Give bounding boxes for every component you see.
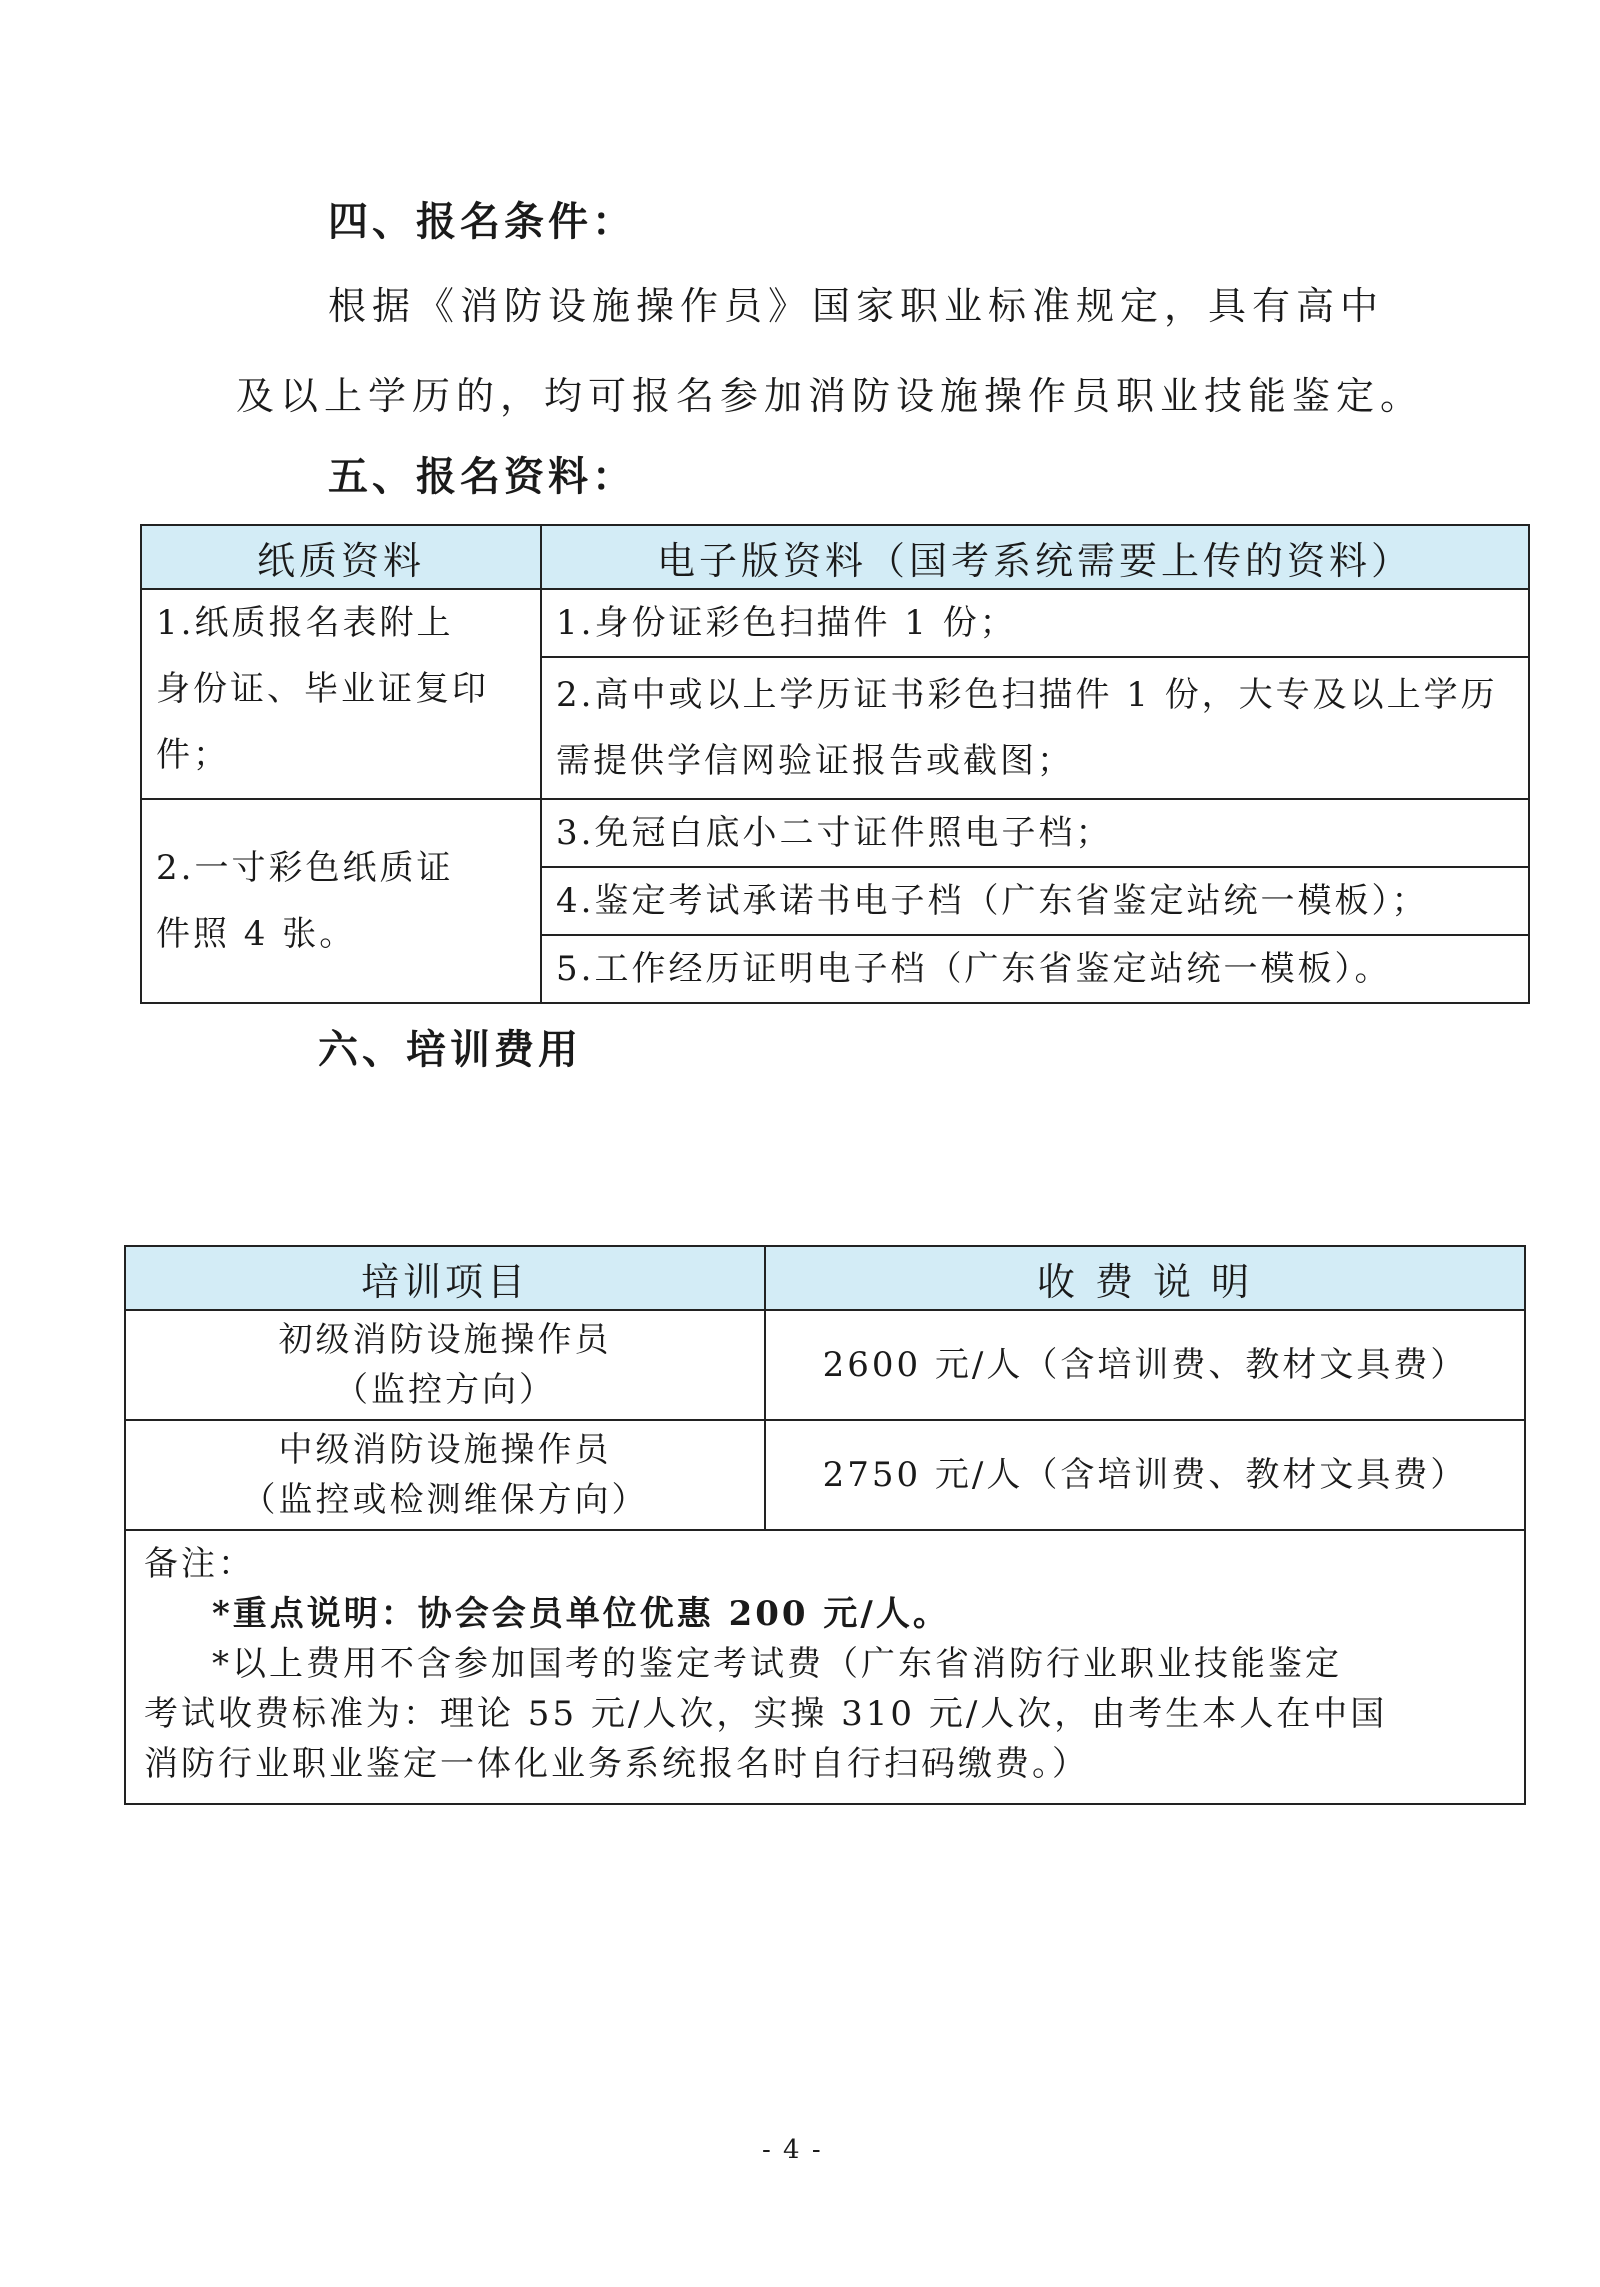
paper-item-1: 1.纸质报名表附上 身份证、毕业证复印 件；: [141, 589, 541, 799]
electronic-item-3: 3.免冠白底小二寸证件照电子档；: [541, 799, 1529, 867]
section-5-heading: 五、报名资料：: [328, 453, 636, 500]
notes-cell: [125, 1530, 1525, 1804]
fee-junior: 2600 元/人（含培训费、教材文具费）: [765, 1310, 1525, 1420]
paper-materials-header: 纸质资料: [141, 525, 541, 589]
training-item-intermediate: 中级消防设施操作员 （监控或检测维保方向）: [125, 1420, 765, 1530]
paper-item-2: 2.一寸彩色纸质证 件照 4 张。: [141, 799, 541, 1003]
table-row: [125, 1310, 1525, 1420]
notes-row: [125, 1530, 1525, 1804]
note-line-3: 消防行业职业鉴定一体化业务系统报名时自行扫码缴费。）: [144, 1744, 1089, 1784]
fee-description-header: 收 费 说 明: [765, 1246, 1525, 1310]
section-4-heading: 四、报名条件：: [328, 198, 636, 245]
training-item-junior: 初级消防设施操作员 （监控方向）: [125, 1310, 765, 1420]
section-4-paragraph-line-1: 根据《消防设施操作员》国家职业标准规定，具有高中: [328, 284, 1385, 328]
electronic-item-5: 5.工作经历证明电子档（广东省鉴定站统一模板）。: [541, 935, 1529, 1003]
section-4-paragraph-line-2: 及以上学历的，均可报名参加消防设施操作员职业技能鉴定。: [236, 374, 1425, 418]
notes-label: 备注：: [144, 1544, 255, 1584]
table-row: [125, 1420, 1525, 1530]
training-item-header: 培训项目: [125, 1246, 765, 1310]
note-line-1: *以上费用不含参加国考的鉴定考试费（广东省消防行业职业技能鉴定: [212, 1644, 1342, 1684]
training-fees-table: [124, 1245, 1526, 1805]
note-highlight: *重点说明：协会会员单位优惠 200 元/人。: [212, 1594, 950, 1634]
electronic-item-2: 2.高中或以上学历证书彩色扫描件 1 份，大专及以上学历需提供学信网验证报告或截图；: [541, 657, 1529, 799]
registration-materials-table: [140, 524, 1530, 1004]
fee-intermediate: 2750 元/人（含培训费、教材文具费）: [765, 1420, 1525, 1530]
electronic-item-4: 4.鉴定考试承诺书电子档（广东省鉴定站统一模板）；: [541, 867, 1529, 935]
electronic-materials-header: 电子版资料（国考系统需要上传的资料）: [541, 525, 1529, 589]
electronic-item-1: 1.身份证彩色扫描件 1 份；: [541, 589, 1529, 657]
section-6-heading: 六、培训费用: [318, 1026, 582, 1073]
page-number: - 4 -: [762, 2135, 823, 2165]
note-line-2: 考试收费标准为：理论 55 元/人次，实操 310 元/人次，由考生本人在中国: [144, 1694, 1388, 1734]
